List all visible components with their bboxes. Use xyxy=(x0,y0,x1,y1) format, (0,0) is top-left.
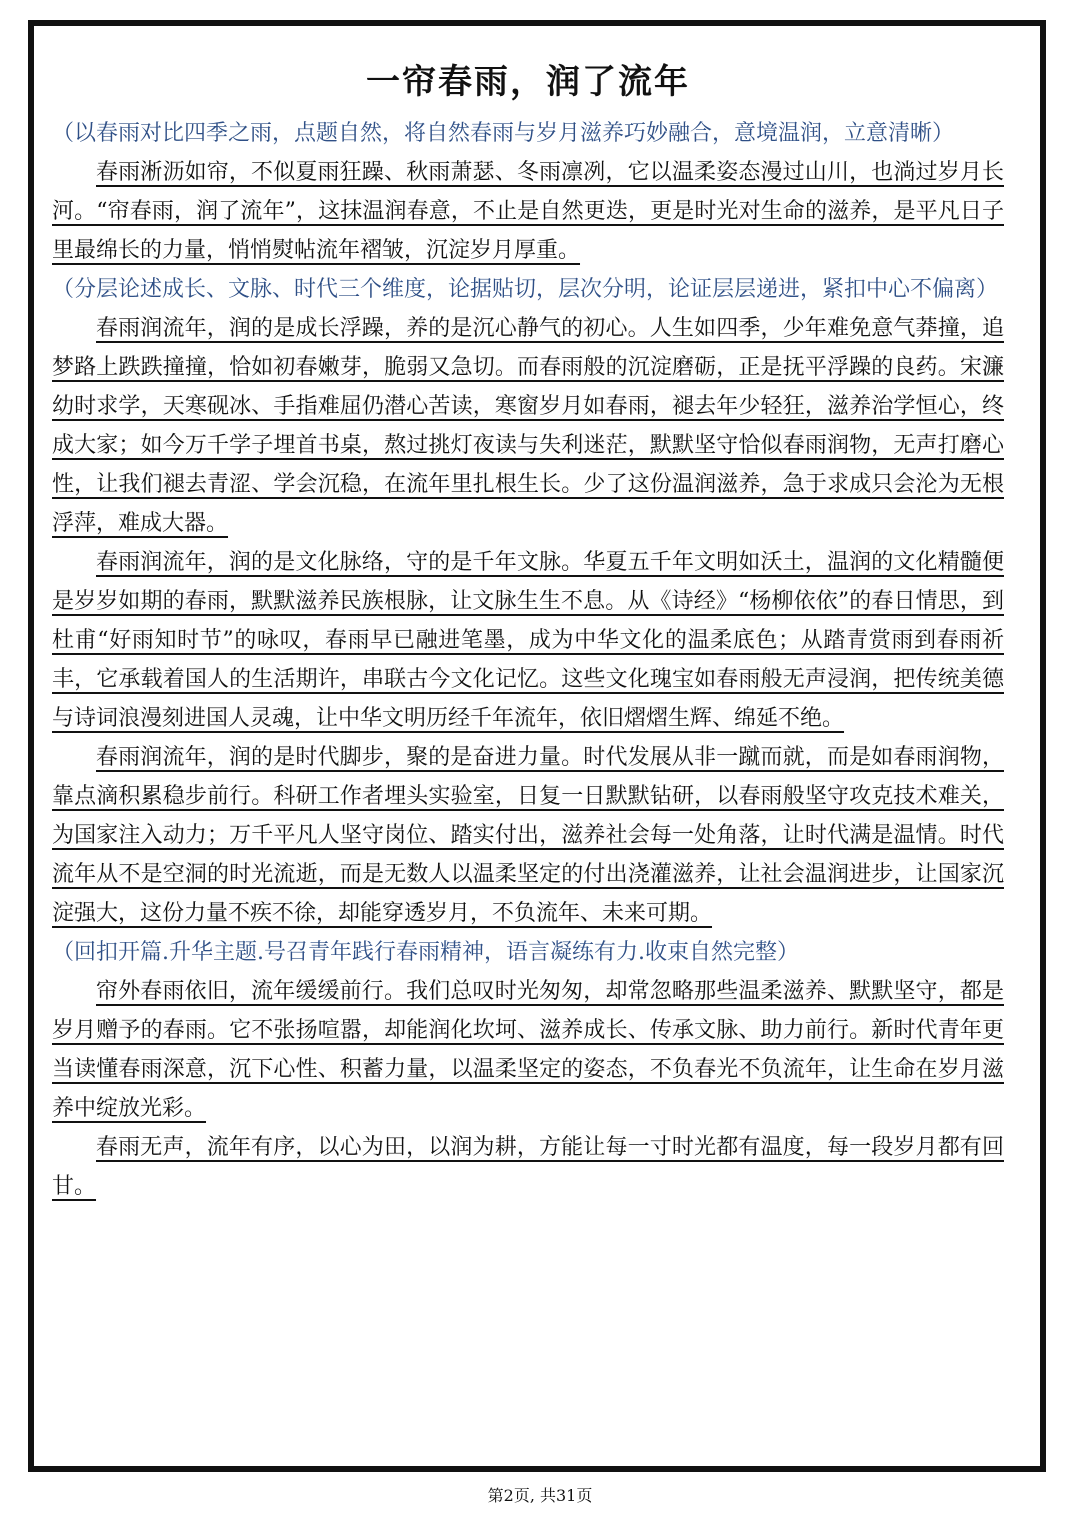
paragraph-conclusion: 帘外春雨依旧，流年缓缓前行。我们总叹时光匆匆，却常忽略那些温柔滋养、默默坚守，都是岁月赠予的春雨。它不张扬喧嚣，却能润化坎坷、滋养成长、传承文脉、助力前行。新时代青年更当读懂春雨深意，沉下心性、积蓄力量，以温柔坚定的姿态，不负春光不负流年，让生命在岁月滋养中绽放光彩。 xyxy=(52,979,1004,1121)
page-number: 第2页, 共31页 xyxy=(487,1486,593,1505)
paragraph-ending: 春雨无声，流年有序，以心为田，以润为耕，方能让每一寸时光都有温度，每一段岁月都有回甘。 xyxy=(52,1135,1004,1199)
essay-title: 一帘春雨，润了流年 xyxy=(366,62,690,102)
annotation-intro: （以春雨对比四季之雨，点题自然，将自然春雨与岁月滋养巧妙融合，意境温润，立意清晰） xyxy=(52,121,955,146)
paragraph-opening: 春雨淅沥如帘，不似夏雨狂躁、秋雨萧瑟、冬雨凛冽，它以温柔姿态漫过山川，也淌过岁月长河。“帘春雨，润了流年”，这抹温润春意，不止是自然更迭，更是时光对生命的滋养，是平凡日子里最绵长的力量，悄悄熨帖流年褶皱，沉淀岁月厚重。 xyxy=(52,160,1004,263)
paragraph-culture: 春雨润流年，润的是文化脉络，守的是千年文脉。华夏五千年文明如沃土，温润的文化精髓便是岁岁如期的春雨，默默滋养民族根脉，让文脉生生不息。从《诗经》“杨柳依依”的春日情思，到杜甫“好雨知时节”的咏叹，春雨早已融进笔墨，成为中华文化的温柔底色；从踏青赏雨到春雨祈丰，它承载着国人的生活期许，串联古今文化记忆。这些文化瑰宝如春雨般无声浸润，把传统美德与诗词浪漫刻进国人灵魂，让中华文明历经千年流年，依旧熠熠生辉、绵延不绝。 xyxy=(52,550,1004,731)
paragraph-era: 春雨润流年，润的是时代脚步，聚的是奋进力量。时代发展从非一蹴而就，而是如春雨润物，靠点滴积累稳步前行。科研工作者埋头实验室，日复一日默默钻研，以春雨般坚守攻克技术难关，为国家注入动力；万千平凡人坚守岗位、踏实付出，滋养社会每一处角落，让时代满是温情。时代流年从不是空洞的时光流逝，而是无数人以温柔坚定的付出浇灌滋养，让社会温润进步，让国家沉淀强大，这份力量不疾不徐，却能穿透岁月，不负流年、未来可期。 xyxy=(52,745,1004,926)
annotation-conclusion: （回扣开篇.升华主题.号召青年践行春雨精神，语言凝练有力.收束自然完整） xyxy=(52,940,799,965)
paragraph-growth: 春雨润流年，润的是成长浮躁，养的是沉心静气的初心。人生如四季，少年难免意气莽撞，追梦路上跌跌撞撞，恰如初春嫩芽，脆弱又急切。而春雨般的沉淀磨砺，正是抚平浮躁的良药。宋濂幼时求学，天寒砚冰、手指难屈仍潜心苦读，寒窗岁月如春雨，褪去年少轻狂，滋养治学恒心，终成大家；如今万千学子埋首书桌，熬过挑灯夜读与失利迷茫，默默坚守恰似春雨润物，无声打磨心性，让我们褪去青涩、学会沉稳，在流年里扎根生长。少了这份温润滋养，急于求成只会沦为无根浮萍，难成大器。 xyxy=(52,316,1004,536)
essay-content xyxy=(52,54,1004,1206)
annotation-body: （分层论述成长、文脉、时代三个维度，论据贴切，层次分明，论证层层递进，紧扣中心不偏离） xyxy=(52,277,999,302)
